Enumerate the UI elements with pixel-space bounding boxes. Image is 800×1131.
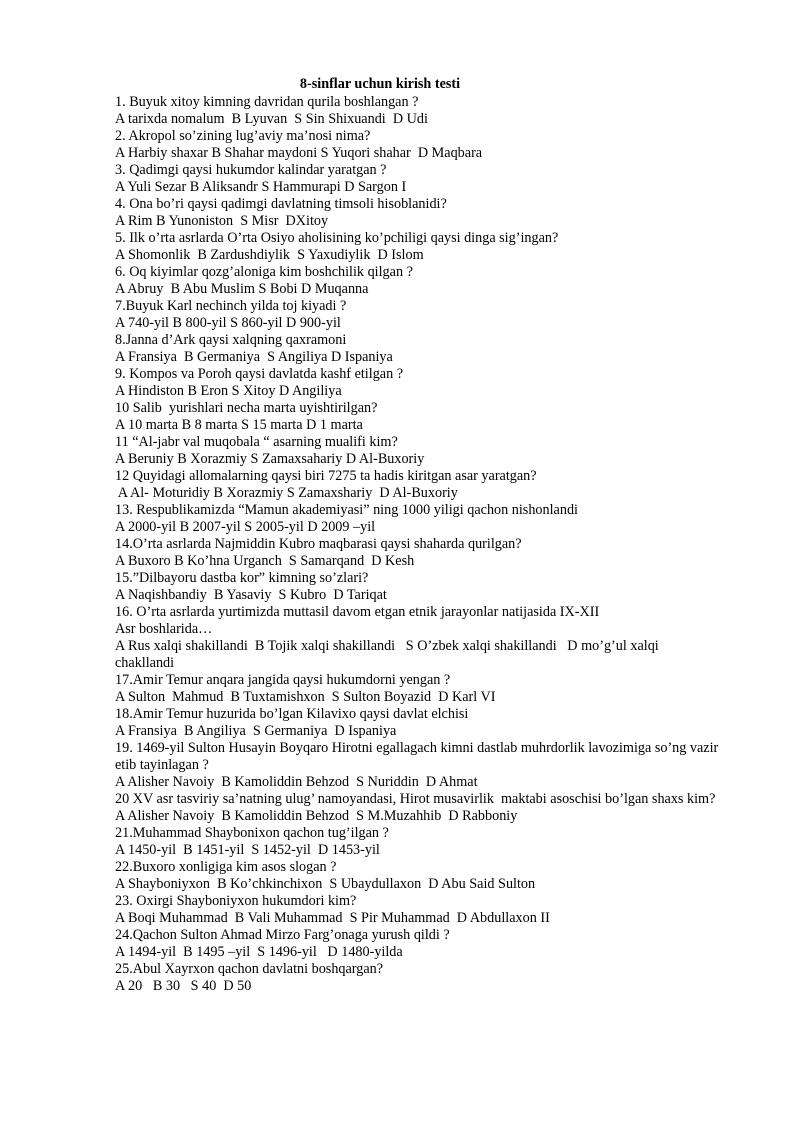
question-line: 16. O’rta asrlarda yurtimizda muttasil davom etgan etnik jarayonlar natijasida IX-XII xyxy=(115,604,600,620)
answer-options-line: A Alisher Navoiy B Kamoliddin Behzod S M.Muzahhib D Rabboniy xyxy=(115,808,518,824)
answer-options-line: A Fransiya B Angiliya S Germaniya D Ispaniya xyxy=(115,723,397,739)
answer-options-line: A Boqi Muhammad B Vali Muhammad S Pir Muhammad D Abdullaxon II xyxy=(115,910,550,926)
answer-options-line: A Abruy B Abu Muslim S Bobi D Muqanna xyxy=(115,281,369,297)
question-line: 19. 1469-yil Sulton Husayin Boyqaro Hirotni egallagach kimni dastlab muhrdorlik lavozimiga so’ng vazir xyxy=(115,740,719,756)
question-line: 20 XV asr tasviriy sa’natning ulug’ namoyandasi, Hirot musavirlik maktabi asoschisi bo’lgan shaxs kim? xyxy=(115,791,716,807)
question-line: 4. Ona bo’ri qaysi qadimgi davlatning timsoli hisoblanidi? xyxy=(115,196,447,212)
answer-options-line: A 2000-yil B 2007-yil S 2005-yil D 2009 –yil xyxy=(115,519,376,535)
answer-options-line: A 20 B 30 S 40 D 50 xyxy=(115,978,252,994)
answer-options-line: A 10 marta B 8 marta S 15 marta D 1 marta xyxy=(115,417,363,433)
answer-options-line: A 1450-yil B 1451-yil S 1452-yil D 1453-yil xyxy=(115,842,380,858)
question-line: 11 “Al-jabr val muqobala “ asarning mualifi kim? xyxy=(115,434,398,450)
question-line: 22.Buxoro xonligiga kim asos slogan ? xyxy=(115,859,337,875)
question-line: 24.Qachon Sulton Ahmad Mirzo Farg’onaga yurush qildi ? xyxy=(115,927,450,943)
test-content xyxy=(115,94,755,995)
answer-options-line: A Buxoro B Ko’hna Urganch S Samarqand D Kesh xyxy=(115,553,415,569)
answer-options-line: A Fransiya B Germaniya S Angiliya D Ispaniya xyxy=(115,349,393,365)
question-line: 8.Janna d’Ark qaysi xalqning qaxramoni xyxy=(115,332,347,348)
question-line: 25.Abul Xayrxon qachon davlatni boshqargan? xyxy=(115,961,384,977)
question-line: 15.”Dilbayoru dastba kor” kimning so’zlari? xyxy=(115,570,369,586)
question-line: etib tayinlagan ? xyxy=(115,757,209,773)
answer-options-line: A 740-yil B 800-yil S 860-yil D 900-yil xyxy=(115,315,341,331)
answer-options-line: A Rim B Yunoniston S Misr DXitoy xyxy=(115,213,329,229)
answer-options-line: A Yuli Sezar B Aliksandr S Hammurapi D Sargon I xyxy=(115,179,407,195)
answer-options-line: A Shomonlik B Zardushdiylik S Yaxudiylik D Islom xyxy=(115,247,424,263)
question-line: 12 Quyidagi allomalarning qaysi biri 7275 ta hadis kiritgan asar yaratgan? xyxy=(115,468,537,484)
question-line: 7.Buyuk Karl nechinch yilda toj kiyadi ? xyxy=(115,298,347,314)
question-line: chakllandi xyxy=(115,655,175,671)
question-line: 2. Akropol so’zining lug’aviy ma’nosi nima? xyxy=(115,128,371,144)
question-line: 9. Kompos va Poroh qaysi davlatda kashf etilgan ? xyxy=(115,366,404,382)
question-line: 21.Muhammad Shaybonixon qachon tug’ilgan ? xyxy=(115,825,389,841)
answer-options-line: A Al- Moturidiy B Xorazmiy S Zamaxshariy D Al-Buxoriy xyxy=(115,485,458,501)
answer-options-line: A Harbiy shaxar B Shahar maydoni S Yuqori shahar D Maqbara xyxy=(115,145,483,161)
page-title: 8-sinflar uchun kirish testi xyxy=(299,76,461,92)
answer-options-line: A Hindiston B Eron S Xitoy D Angiliya xyxy=(115,383,342,399)
answer-options-line: A Beruniy B Xorazmiy S Zamaxsahariy D Al-Buxoriy xyxy=(115,451,425,467)
question-line: 10 Salib yurishlari necha marta uyishtirilgan? xyxy=(115,400,378,416)
question-line: 14.O’rta asrlarda Najmiddin Kubro maqbarasi qaysi shaharda qurilgan? xyxy=(115,536,522,552)
answer-options-line: A Rus xalqi shakillandi B Tojik xalqi shakillandi S O’zbek xalqi shakillandi D mo’g’ul xalqi xyxy=(115,638,659,654)
question-line: 18.Amir Temur huzurida bo’lgan Kilavixo qaysi davlat elchisi xyxy=(115,706,469,722)
answer-options-line: A tarixda nomalum B Lyuvan S Sin Shixuandi D Udi xyxy=(115,111,428,127)
question-line: 23. Oxirgi Shayboniyxon hukumdori kim? xyxy=(115,893,357,909)
answer-options-line: A Shayboniyxon B Ko’chkinchixon S Ubaydullaxon D Abu Said Sulton xyxy=(115,876,536,892)
question-line: 13. Respublikamizda “Mamun akademiyasi” ning 1000 yiligi qachon nishonlandi xyxy=(115,502,578,518)
answer-options-line: A Sulton Mahmud B Tuxtamishxon S Sulton Boyazid D Karl VI xyxy=(115,689,496,705)
answer-options-line: A Naqishbandiy B Yasaviy S Kubro D Tariqat xyxy=(115,587,387,603)
answer-options-line: A 1494-yil B 1495 –yil S 1496-yil D 1480-yilda xyxy=(115,944,403,960)
question-line: 1. Buyuk xitoy kimning davridan qurila boshlangan ? xyxy=(115,94,419,110)
question-line: 5. Ilk o’rta asrlarda O’rta Osiyo aholisining ko’pchiligi qaysi dinga sig’ingan? xyxy=(115,230,559,246)
question-line: 17.Amir Temur anqara jangida qaysi hukumdorni yengan ? xyxy=(115,672,451,688)
question-line: Asr boshlarida… xyxy=(115,621,213,637)
answer-options-line: A Alisher Navoiy B Kamoliddin Behzod S Nuriddin D Ahmat xyxy=(115,774,478,790)
question-line: 3. Qadimgi qaysi hukumdor kalindar yaratgan ? xyxy=(115,162,387,178)
question-line: 6. Oq kiyimlar qozg’aloniga kim boshchilik qilgan ? xyxy=(115,264,413,280)
